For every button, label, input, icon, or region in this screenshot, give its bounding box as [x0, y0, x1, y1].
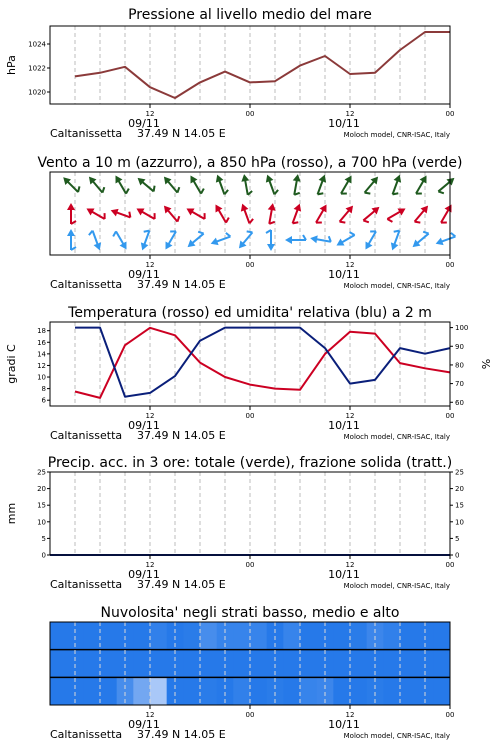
wind-arrow	[184, 204, 207, 222]
wind-arrow	[438, 202, 456, 225]
panel-title: Vento a 10 m (azzurro), a 850 hPa (rosso), a 700 hPa (verde)	[37, 155, 463, 171]
panel-title: Pressione al livello medio del mare	[128, 7, 372, 23]
wind-arrow	[138, 229, 154, 252]
y-tick-label: 0	[41, 551, 46, 560]
wind-arrow-head	[319, 173, 329, 182]
wind-arrow	[338, 173, 356, 196]
wind-arrow	[209, 232, 232, 248]
date-label: 10/11	[328, 419, 360, 432]
x-tick-label: 00	[445, 110, 455, 118]
wind-arrow	[112, 229, 130, 252]
series-line	[75, 32, 450, 98]
y-tick-label-right: 60	[455, 398, 464, 407]
wind-arrow-head	[212, 202, 222, 212]
wind-arrow	[334, 231, 357, 249]
model-credit: Moloch model, CNR-ISAC, Italy	[343, 582, 450, 590]
wind-arrow-head	[434, 238, 443, 248]
wind-arrow-head	[67, 229, 75, 236]
wind-arrow	[67, 203, 76, 224]
x-tick-label: 00	[245, 110, 255, 118]
y-tick-label: 10	[37, 373, 46, 382]
date-label: 10/11	[328, 268, 360, 281]
cloud-cell-medio	[183, 650, 200, 678]
wind-arrow	[361, 204, 383, 224]
cloud-cell-alto	[83, 622, 100, 650]
y-axis-label: gradi C	[5, 344, 18, 384]
location-name: Caltanissetta	[50, 127, 123, 140]
wind-arrow	[385, 205, 408, 223]
x-tick-label: 12	[145, 711, 155, 719]
cloud-cell-basso	[183, 677, 200, 705]
y-tick-label: 1020	[28, 88, 46, 97]
wind-arrow-head	[109, 206, 118, 216]
wind-arrow	[413, 173, 431, 196]
wind-arrow	[434, 232, 457, 248]
cloud-cell-alto	[350, 622, 367, 650]
y-tick-label: 14	[37, 350, 46, 359]
cloud-cell-alto	[400, 622, 417, 650]
wind-arrow	[235, 229, 255, 251]
wind-arrow-head	[397, 205, 407, 215]
wind-arrow-head	[187, 173, 197, 183]
cloud-cell-alto	[283, 622, 300, 650]
cloud-cell-basso	[50, 677, 67, 705]
location-name: Caltanissetta	[50, 278, 123, 291]
cloud-cell-medio	[200, 650, 217, 678]
cloud-cell-medio	[433, 650, 450, 678]
wind-arrow	[161, 173, 181, 195]
cloud-cell-alto	[50, 622, 67, 650]
x-tick-label: 00	[245, 412, 255, 420]
wind-arrow-head	[209, 238, 218, 248]
cloud-cell-medio	[250, 650, 267, 678]
wind-arrow	[263, 173, 279, 196]
x-tick-label: 12	[345, 711, 355, 719]
date-label: 10/11	[328, 117, 360, 130]
cloud-cell-medio	[150, 650, 167, 678]
panel-5	[50, 605, 454, 741]
wind-arrow-head	[394, 173, 404, 182]
wind-arrow	[240, 173, 253, 195]
cloud-cell-basso	[400, 677, 417, 705]
cloud-cell-medio	[333, 650, 350, 678]
x-tick-label: 00	[445, 261, 455, 269]
wind-arrow-head	[238, 202, 248, 211]
x-tick-label: 12	[145, 261, 155, 269]
cloud-cell-basso	[433, 677, 450, 705]
wind-arrow-head	[285, 236, 292, 244]
cloud-cell-alto	[183, 622, 200, 650]
wind-arrow	[361, 229, 379, 252]
panel-3	[5, 305, 493, 442]
cloud-cell-medio	[283, 650, 300, 678]
wind-arrow-head	[267, 244, 275, 251]
x-tick-label: 12	[345, 561, 355, 569]
cloud-cell-alto	[200, 622, 217, 650]
date-label: 09/11	[128, 718, 160, 731]
cloud-cell-medio	[383, 650, 400, 678]
wind-arrow	[290, 173, 303, 195]
x-tick-label: 12	[145, 412, 155, 420]
wind-arrow	[84, 204, 107, 222]
wind-arrow-head	[334, 239, 344, 249]
location-name: Caltanissetta	[50, 429, 123, 442]
cloud-cell-medio	[233, 650, 250, 678]
cloud-cell-alto	[383, 622, 400, 650]
x-tick-label: 12	[345, 110, 355, 118]
wind-arrow-head	[84, 205, 94, 215]
y-tick-label-right: 80	[455, 361, 464, 370]
cloud-cell-basso	[350, 677, 367, 705]
wind-arrow	[337, 203, 357, 225]
y-tick-label: 20	[37, 485, 46, 494]
cloud-cell-medio	[100, 650, 117, 678]
cloud-cell-alto	[333, 622, 350, 650]
wind-arrow	[436, 175, 458, 195]
y-tick-label: 6	[41, 396, 46, 405]
wind-arrow-head	[294, 202, 304, 211]
wind-arrow-head	[67, 203, 75, 210]
wind-arrow	[67, 229, 76, 250]
wind-arrow-head	[134, 205, 144, 215]
location-coords: 37.49 N 14.05 E	[137, 278, 226, 291]
y-axis-label-right: %	[480, 358, 493, 370]
wind-arrow	[109, 206, 132, 222]
y-axis-label: hPa	[5, 55, 18, 75]
location-name: Caltanissetta	[50, 578, 123, 591]
wind-arrow	[238, 202, 254, 225]
cloud-cell-basso	[233, 677, 250, 705]
cloud-cell-medio	[133, 650, 150, 678]
wind-arrow-head	[184, 205, 194, 215]
cloud-cell-basso	[133, 677, 150, 705]
wind-arrow	[313, 202, 331, 225]
wind-arrow	[409, 230, 431, 250]
y-tick-label: 25	[37, 468, 46, 477]
wind-arrow-head	[112, 173, 122, 183]
location-coords: 37.49 N 14.05 E	[137, 429, 226, 442]
model-credit: Moloch model, CNR-ISAC, Italy	[343, 433, 450, 441]
panel-title: Temperatura (rosso) ed umidita' relativa (blu) a 2 m	[68, 305, 432, 321]
x-tick-label: 12	[345, 412, 355, 420]
cloud-cell-basso	[150, 677, 167, 705]
wind-arrow	[362, 174, 382, 196]
wind-arrow	[213, 173, 229, 196]
date-label: 10/11	[328, 568, 360, 581]
wind-arrow	[184, 230, 206, 250]
wind-arrow-head	[240, 173, 249, 181]
cloud-cell-basso	[200, 677, 217, 705]
x-tick-label: 00	[245, 711, 255, 719]
panel-1	[5, 7, 454, 140]
y-tick-label-right: 15	[455, 501, 464, 510]
x-tick-label: 12	[345, 261, 355, 269]
date-label: 09/11	[128, 419, 160, 432]
wind-arrow-head	[309, 234, 317, 243]
location-coords: 37.49 N 14.05 E	[137, 127, 226, 140]
y-axis-label: mm	[5, 502, 18, 525]
date-label: 09/11	[128, 268, 160, 281]
x-tick-label: 00	[445, 711, 455, 719]
y-tick-label-right: 5	[455, 534, 460, 543]
wind-arrow	[285, 235, 306, 244]
y-tick-label-right: 25	[455, 468, 464, 477]
wind-arrow	[60, 174, 81, 195]
y-tick-label: 16	[37, 338, 46, 347]
y-tick-label-right: 100	[455, 324, 469, 333]
y-tick-label: 12	[37, 361, 46, 370]
cloud-cell-basso	[100, 677, 117, 705]
wind-arrow	[161, 202, 181, 224]
y-tick-label: 5	[41, 534, 46, 543]
x-tick-label: 00	[445, 561, 455, 569]
cloud-cell-alto	[300, 622, 317, 650]
location-name: Caltanissetta	[50, 728, 123, 741]
wind-arrow	[388, 229, 404, 252]
y-tick-label-right: 90	[455, 342, 464, 351]
wind-arrow	[86, 173, 106, 195]
cloud-cell-alto	[250, 622, 267, 650]
cloud-cell-medio	[50, 650, 67, 678]
location-coords: 37.49 N 14.05 E	[137, 578, 226, 591]
panel-4	[5, 455, 464, 591]
wind-arrow	[135, 174, 157, 194]
cloud-cell-basso	[83, 677, 100, 705]
wind-arrow	[309, 233, 331, 246]
wind-arrow	[266, 230, 275, 251]
wind-arrow-head	[388, 242, 398, 251]
cloud-cell-basso	[383, 677, 400, 705]
model-credit: Moloch model, CNR-ISAC, Italy	[343, 732, 450, 740]
cloud-cell-alto	[150, 622, 167, 650]
cloud-cell-alto	[133, 622, 150, 650]
wind-arrow	[161, 229, 179, 252]
wind-arrow-head	[213, 173, 223, 182]
cloud-cell-basso	[333, 677, 350, 705]
y-tick-label-right: 0	[455, 551, 460, 560]
cloud-cell-basso	[250, 677, 267, 705]
y-tick-label: 15	[37, 501, 46, 510]
wind-arrow-head	[138, 242, 148, 251]
cloud-cell-medio	[300, 650, 317, 678]
cloud-cell-alto	[100, 622, 117, 650]
panel-title: Precip. acc. in 3 ore: totale (verde), frazione solida (tratt.)	[47, 455, 453, 471]
wind-arrow	[289, 202, 305, 225]
model-credit: Moloch model, CNR-ISAC, Italy	[343, 282, 450, 290]
wind-arrow	[412, 203, 432, 225]
panel-title: Nuvolosita' negli strati basso, medio e alto	[100, 605, 400, 621]
x-tick-label: 00	[245, 561, 255, 569]
x-tick-label: 00	[445, 412, 455, 420]
wind-arrow	[389, 173, 405, 196]
series-line	[75, 328, 450, 398]
wind-arrow	[134, 204, 157, 222]
cloud-cell-alto	[233, 622, 250, 650]
cloud-cell-medio	[83, 650, 100, 678]
y-tick-label: 8	[41, 385, 46, 394]
date-label: 09/11	[128, 568, 160, 581]
y-tick-label: 1024	[28, 40, 46, 49]
wind-arrow	[212, 202, 230, 225]
date-label: 09/11	[128, 117, 160, 130]
y-tick-label: 1022	[28, 64, 46, 73]
y-tick-label: 18	[37, 327, 46, 336]
model-credit: Moloch model, CNR-ISAC, Italy	[343, 131, 450, 139]
cloud-cell-medio	[400, 650, 417, 678]
y-tick-label-right: 70	[455, 380, 464, 389]
x-tick-label: 12	[145, 561, 155, 569]
cloud-cell-basso	[283, 677, 300, 705]
wind-arrow	[112, 173, 130, 196]
x-tick-label: 00	[245, 261, 255, 269]
wind-arrow	[265, 202, 278, 224]
wind-arrow	[314, 173, 330, 196]
panel-2	[37, 155, 462, 291]
y-tick-label-right: 10	[455, 518, 464, 527]
location-coords: 37.49 N 14.05 E	[137, 728, 226, 741]
cloud-cell-alto	[433, 622, 450, 650]
y-tick-label-right: 20	[455, 485, 464, 494]
wind-arrow	[187, 173, 205, 196]
wind-arrow-head	[94, 242, 104, 251]
cloud-cell-medio	[350, 650, 367, 678]
wind-arrow-head	[362, 241, 372, 251]
x-tick-label: 12	[145, 110, 155, 118]
wind-arrow	[88, 229, 104, 252]
date-label: 10/11	[328, 718, 360, 731]
y-tick-label: 10	[37, 518, 46, 527]
wind-arrow-head	[162, 241, 172, 251]
cloud-cell-basso	[300, 677, 317, 705]
wind-arrow-head	[263, 173, 273, 182]
